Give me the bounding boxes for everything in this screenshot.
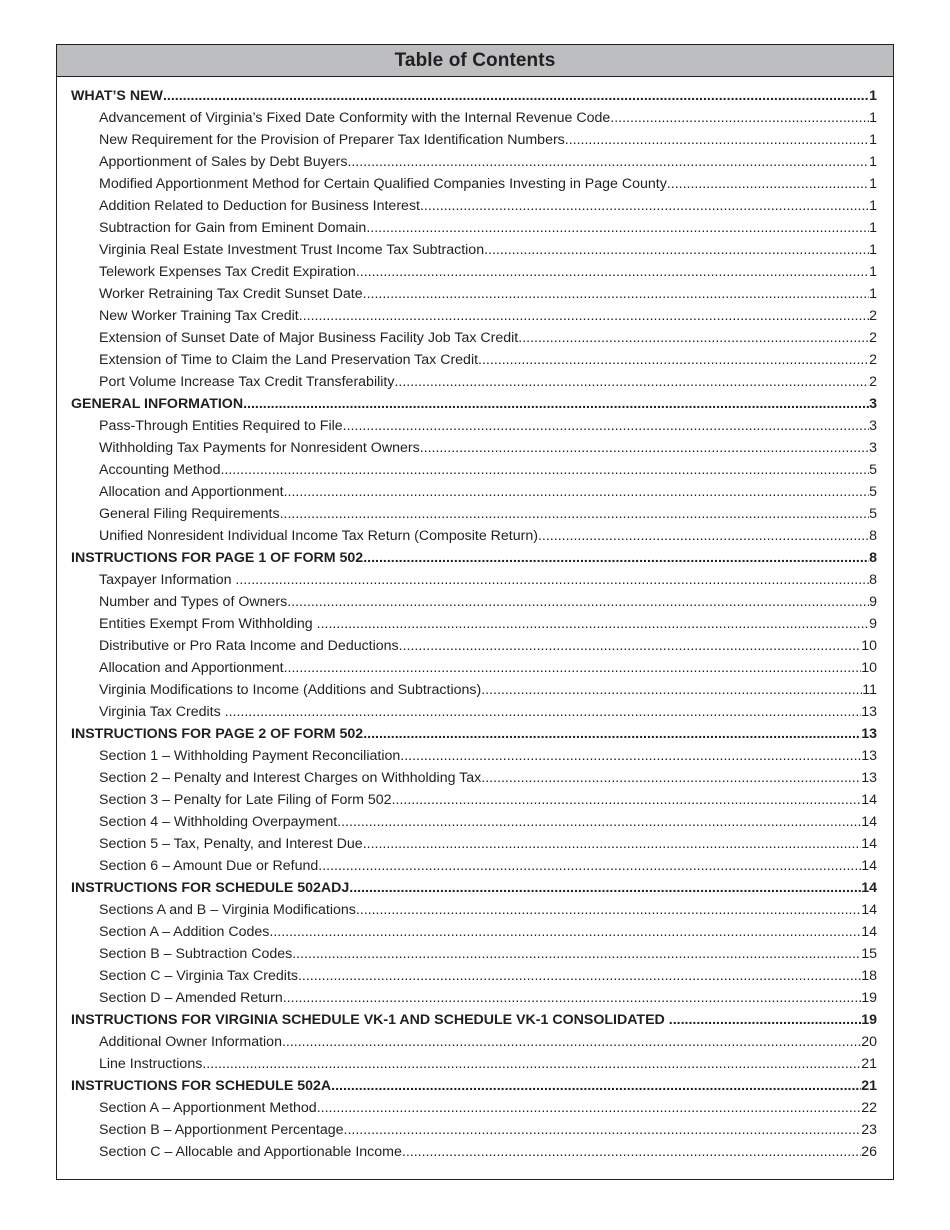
dot-leader (400, 745, 861, 767)
toc-entry[interactable] (57, 459, 893, 481)
toc-entry-title: Addition Related to Deduction for Business Interest (99, 198, 420, 214)
toc-page-number: 19 (861, 1012, 877, 1028)
toc-entry-title: Worker Retraining Tax Credit Sunset Date (99, 286, 363, 302)
toc-entry-title: Number and Types of Owners (99, 594, 288, 610)
toc-entry-title: Sections A and B – Virginia Modifications (99, 902, 356, 918)
dot-leader (363, 547, 869, 569)
toc-entry-title: Virginia Tax Credits (99, 704, 225, 720)
toc-page-number: 14 (861, 880, 877, 896)
toc-entry-title: Withholding Tax Payments for Nonresident Owners (99, 440, 420, 456)
toc-entry[interactable] (57, 833, 893, 855)
dot-leader (269, 921, 861, 943)
toc-entry-title: Section 3 – Penalty for Late Filing of Form 502 (99, 792, 392, 808)
toc-entry-title: Advancement of Virginia’s Fixed Date Conformity with the Internal Revenue Code (99, 110, 611, 126)
toc-entry-title: Section 5 – Tax, Penalty, and Interest Due (99, 836, 363, 852)
toc-entry[interactable] (57, 371, 893, 393)
toc-entry-title: Additional Owner Information (99, 1034, 282, 1050)
toc-entry-title: Port Volume Increase Tax Credit Transferability (99, 374, 395, 390)
dot-leader (331, 1075, 861, 1097)
toc-entry-title: Extension of Time to Claim the Land Preservation Tax Credit (99, 352, 479, 368)
toc-entry[interactable] (57, 239, 893, 261)
dot-leader (356, 899, 861, 921)
dot-leader (235, 569, 869, 591)
dot-leader (318, 855, 861, 877)
toc-entry-title: INSTRUCTIONS FOR PAGE 2 OF FORM 502 (71, 726, 364, 742)
toc-page-number: 9 (869, 616, 877, 632)
dot-leader (298, 965, 861, 987)
toc-entry-title: Section 4 – Withholding Overpayment (99, 814, 338, 830)
toc-entry-title: Section C – Allocable and Apportionable Income (99, 1144, 402, 1160)
toc-entry[interactable] (57, 789, 893, 811)
dot-leader (202, 1053, 861, 1075)
toc-page-number: 1 (869, 176, 877, 192)
toc-page-number: 2 (869, 308, 877, 324)
dot-leader (565, 129, 869, 151)
toc-entry-title: INSTRUCTIONS FOR SCHEDULE 502A (71, 1078, 332, 1094)
toc-entry-title: WHAT’S NEW (71, 88, 163, 104)
toc-page-number: 13 (861, 726, 877, 742)
toc-page-number: 9 (869, 594, 877, 610)
dot-leader (343, 415, 869, 437)
toc-page-number: 8 (869, 550, 877, 566)
dot-leader (287, 591, 869, 613)
dot-leader (420, 437, 869, 459)
toc-entry[interactable] (57, 679, 893, 701)
toc-entry[interactable] (57, 613, 893, 635)
toc-entry[interactable] (57, 305, 893, 327)
toc-entry-title: Distributive or Pro Rata Income and Deductions (99, 638, 399, 654)
toc-entry[interactable] (57, 327, 893, 349)
toc-list (57, 85, 893, 1163)
toc-entry[interactable] (57, 525, 893, 547)
toc-entry-title: Section C – Virginia Tax Credits (99, 968, 298, 984)
toc-entry-title: Line Instructions (99, 1056, 203, 1072)
toc-page-number: 15 (861, 946, 877, 962)
toc-entry[interactable] (57, 1097, 893, 1119)
toc-page-number: 1 (869, 110, 877, 126)
toc-title: Table of Contents (394, 49, 556, 71)
toc-entry-title: Pass-Through Entities Required to File (99, 418, 343, 434)
toc-page-number: 5 (869, 462, 877, 478)
toc-page-number: 14 (861, 792, 877, 808)
toc-entry[interactable] (57, 767, 893, 789)
toc-entry-title: New Requirement for the Provision of Preparer Tax Identification Numbers (99, 132, 565, 148)
dot-leader (481, 767, 861, 789)
toc-section-heading[interactable] (57, 1075, 893, 1097)
dot-leader (484, 239, 869, 261)
toc-entry-title: Section 1 – Withholding Payment Reconciliation (99, 748, 401, 764)
toc-entry[interactable] (57, 437, 893, 459)
toc-entry[interactable] (57, 107, 893, 129)
dot-leader (363, 833, 862, 855)
toc-entry[interactable] (57, 195, 893, 217)
toc-page-number: 1 (869, 88, 877, 104)
toc-entry[interactable] (57, 965, 893, 987)
toc-entry-title: Extension of Sunset Date of Major Business Facility Job Tax Credit (99, 330, 519, 346)
dot-leader (363, 283, 869, 305)
toc-entry-title: Virginia Real Estate Investment Trust Income Tax Subtraction (99, 242, 485, 258)
toc-page-number: 5 (869, 484, 877, 500)
toc-section-heading[interactable] (57, 723, 893, 745)
toc-page-number: 21 (861, 1078, 877, 1094)
toc-entry[interactable] (57, 503, 893, 525)
toc-section-heading[interactable] (57, 877, 893, 899)
dot-leader (667, 173, 869, 195)
toc-page-number: 19 (861, 990, 877, 1006)
toc-page-number: 2 (869, 374, 877, 390)
dot-leader (282, 1031, 861, 1053)
toc-page-number: 14 (861, 924, 877, 940)
dot-leader (392, 789, 862, 811)
dot-leader (610, 107, 869, 129)
toc-entry-title: Virginia Modifications to Income (Additions and Subtractions) (99, 682, 482, 698)
dot-leader (356, 261, 869, 283)
dot-leader (394, 371, 869, 393)
dot-leader (225, 701, 862, 723)
toc-page-number: 2 (869, 352, 877, 368)
toc-entry-title: Section B – Subtraction Codes (99, 946, 293, 962)
toc-page-number: 3 (869, 396, 877, 412)
toc-entry[interactable] (57, 635, 893, 657)
toc-entry[interactable] (57, 899, 893, 921)
toc-page-number: 10 (861, 638, 877, 654)
dot-leader (284, 481, 870, 503)
dot-leader (284, 657, 862, 679)
dot-leader (518, 327, 869, 349)
toc-page-number: 26 (861, 1144, 877, 1160)
toc-entry[interactable] (57, 481, 893, 503)
toc-entry-title: New Worker Training Tax Credit (99, 308, 299, 324)
toc-entry-title: Subtraction for Gain from Eminent Domain (99, 220, 367, 236)
toc-entry-title: INSTRUCTIONS FOR SCHEDULE 502ADJ (71, 880, 350, 896)
table-of-contents (56, 44, 894, 1180)
toc-page-number: 23 (861, 1122, 877, 1138)
toc-entry[interactable] (57, 855, 893, 877)
toc-page-number: 14 (861, 902, 877, 918)
toc-page-number: 3 (869, 440, 877, 456)
dot-leader (280, 503, 870, 525)
toc-section-heading[interactable] (57, 85, 893, 107)
toc-page-number: 1 (869, 154, 877, 170)
dot-leader (317, 613, 869, 635)
toc-entry[interactable] (57, 657, 893, 679)
toc-page-number: 11 (862, 682, 877, 698)
toc-entry-title: Apportionment of Sales by Debt Buyers (99, 154, 348, 170)
toc-entry-title: Section A – Apportionment Method (99, 1100, 317, 1116)
toc-page-number: 14 (861, 814, 877, 830)
toc-entry[interactable] (57, 415, 893, 437)
toc-page-number: 1 (869, 286, 877, 302)
toc-entry-title: INSTRUCTIONS FOR VIRGINIA SCHEDULE VK-1 AND SCHEDULE VK-1 CONSOLIDATED (71, 1012, 669, 1028)
toc-entry[interactable] (57, 1119, 893, 1141)
toc-entry-title: Section A – Addition Codes (99, 924, 270, 940)
toc-entry[interactable] (57, 921, 893, 943)
toc-entry[interactable] (57, 591, 893, 613)
toc-entry-title: Taxpayer Information (99, 572, 236, 588)
dot-leader (363, 723, 861, 745)
toc-header (57, 45, 893, 77)
toc-page-number: 13 (861, 748, 877, 764)
toc-entry-title: Allocation and Apportionment (99, 484, 284, 500)
toc-entry-title: GENERAL INFORMATION (71, 396, 244, 412)
dot-leader (317, 1097, 862, 1119)
toc-entry[interactable] (57, 129, 893, 151)
toc-entry[interactable] (57, 987, 893, 1009)
dot-leader (478, 349, 869, 371)
toc-entry[interactable] (57, 173, 893, 195)
toc-entry[interactable] (57, 1141, 893, 1163)
toc-page-number: 5 (869, 506, 877, 522)
dot-leader (420, 195, 869, 217)
dot-leader (669, 1009, 861, 1031)
toc-entry[interactable] (57, 151, 893, 173)
dot-leader (347, 151, 869, 173)
dot-leader (163, 85, 869, 107)
toc-entry-title: General Filing Requirements (99, 506, 280, 522)
toc-entry-title: INSTRUCTIONS FOR PAGE 1 OF FORM 502 (71, 550, 364, 566)
toc-page-number: 1 (869, 132, 877, 148)
dot-leader (349, 877, 861, 899)
toc-page-number: 8 (869, 572, 877, 588)
toc-page-number: 1 (869, 198, 877, 214)
toc-page-number: 10 (861, 660, 877, 676)
toc-entry[interactable] (57, 811, 893, 833)
toc-entry-title: Allocation and Apportionment (99, 660, 284, 676)
dot-leader (292, 943, 861, 965)
toc-entry[interactable] (57, 1031, 893, 1053)
dot-leader (220, 459, 869, 481)
toc-entry[interactable] (57, 701, 893, 723)
toc-entry[interactable] (57, 1053, 893, 1075)
toc-page-number: 2 (869, 330, 877, 346)
toc-entry-title: Unified Nonresident Individual Income Tax Return (Composite Return) (99, 528, 538, 544)
toc-page-number: 13 (861, 704, 877, 720)
toc-entry-title: Telework Expenses Tax Credit Expiration (99, 264, 356, 280)
toc-entry-title: Section D – Amended Return (99, 990, 283, 1006)
dot-leader (399, 635, 862, 657)
toc-entry-title: Section 6 – Amount Due or Refund (99, 858, 319, 874)
dot-leader (344, 1119, 862, 1141)
toc-entry[interactable] (57, 283, 893, 305)
toc-entry[interactable] (57, 217, 893, 239)
toc-entry[interactable] (57, 943, 893, 965)
toc-entry-title: Section 2 – Penalty and Interest Charges on Withholding Tax (99, 770, 482, 786)
toc-section-heading[interactable] (57, 547, 893, 569)
toc-page-number: 1 (869, 220, 877, 236)
toc-page-number: 20 (861, 1034, 877, 1050)
toc-page-number: 18 (861, 968, 877, 984)
dot-leader (243, 393, 869, 415)
toc-entry[interactable] (57, 349, 893, 371)
toc-page-number: 1 (869, 242, 877, 258)
toc-page-number: 14 (861, 836, 877, 852)
toc-entry-title: Accounting Method (99, 462, 221, 478)
toc-page-number: 1 (869, 264, 877, 280)
dot-leader (402, 1141, 861, 1163)
toc-section-heading[interactable] (57, 393, 893, 415)
toc-page-number: 22 (861, 1100, 877, 1116)
toc-page-number: 8 (869, 528, 877, 544)
dot-leader (366, 217, 869, 239)
dot-leader (283, 987, 861, 1009)
toc-section-heading[interactable] (57, 1009, 893, 1031)
toc-page-number: 13 (861, 770, 877, 786)
toc-entry-title: Entities Exempt From Withholding (99, 616, 317, 632)
toc-entry-title: Section B – Apportionment Percentage (99, 1122, 344, 1138)
toc-entry-title: Modified Apportionment Method for Certain Qualified Companies Investing in Page County (99, 176, 667, 192)
dot-leader (538, 525, 869, 547)
toc-entry[interactable] (57, 745, 893, 767)
dot-leader (299, 305, 869, 327)
toc-page-number: 14 (861, 858, 877, 874)
toc-page-number: 3 (869, 418, 877, 434)
dot-leader (481, 679, 862, 701)
toc-entry[interactable] (57, 569, 893, 591)
dot-leader (337, 811, 861, 833)
toc-entry[interactable] (57, 261, 893, 283)
toc-page-number: 21 (861, 1056, 877, 1072)
